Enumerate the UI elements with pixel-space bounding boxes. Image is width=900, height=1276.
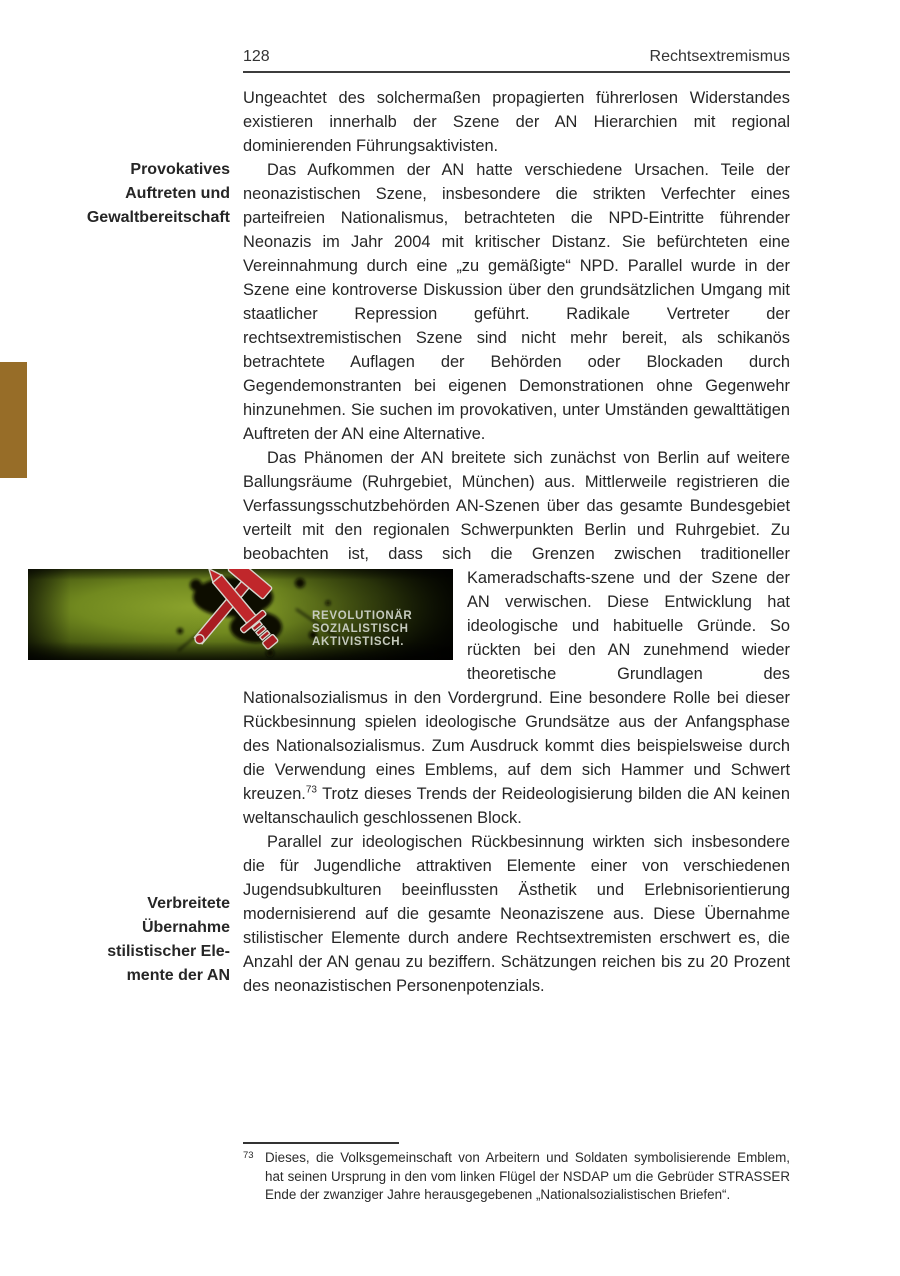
slogan-line: REVOLUTIONÄR [312,610,413,622]
margin-note-line: Übernahme [141,919,230,936]
margin-note-line: Verbreitete [147,895,230,912]
margin-note-line: stilistischer Ele- [107,943,230,960]
section-title: Rechtsextremismus [649,48,790,65]
margin-note-line: Auftreten und [125,185,230,202]
margin-note-line: Gewaltbereitschaft [86,209,230,226]
banner-slogan [312,609,412,648]
margin-note-uebernahme-stilistischer-elemente [30,892,230,988]
footnote-text: Dieses, die Volksgemeinschaft von Arbeitern und Soldaten symbolisierende Emblem, hat seinen Ursprung in den vom linken Flügel der NSDAP um die Gebrüder STRASSER Ende der zwanziger Jahre herausgegebenen „Nationalsozialistischen Briefen“. [265,1150,790,1202]
footnote-73 [243,1149,790,1205]
body-text-column [243,86,790,998]
paragraph-2: Das Aufkommen der AN hatte verschiedene Ursachen. Teile der neonazistischen Szene, insbesondere die strikten Verfechter eines parteifreien Nationalismus, betrachteten die NPD-Eintritte führender Neonazis im Jahr 2004 mit kritischer Distanz. Sie befürchteten eine Vereinnahmung durch eine „zu gemäßigte“ NPD. Parallel wurde in der Szene eine kontroverse Diskussion über den grundsätzlichen Umgang mit staatlicher Repression geführt. Radikale Vertreter der rechtsextremistischen Szene sind nicht mehr bereit, als schikanös betrachtete Auflagen der Behörden oder Blockaden durch Gegendemonstranten bei eigenen Demonstrationen ohne Gegenwehr hinzunehmen. Sie suchen im provokativen, unter Umständen gewalttätigen Auftreten der AN eine Alternative. [243,161,790,443]
paragraph-1: Ungeachtet des solchermaßen propagierten führerlosen Widerstandes existieren innerhalb der Szene der AN Hierarchien mit regional dominierenden Führungsaktivisten. [243,89,790,155]
banner-graphic [28,569,453,660]
paragraph-3-end: Trotz dieses Trends der Reideologisierung bilden die AN keinen weltanschaulich geschlossenen Block. [243,785,790,827]
slogan-line: SOZIALISTISCH [312,623,409,635]
chapter-side-tab [0,362,27,478]
page-number: 128 [243,48,270,65]
footnote-reference: 73 [305,784,317,796]
paragraph-3-after-image: szene und der Szene der AN verwischen. Diese Entwicklung hat ideologische und habituelle Gründe. So rückten bei den AN zunehmend wieder theoretische Grundlagen des Nationalsozialismus in den Vordergrund. Eine besondere Rolle bei dieser Rückbesinnung spielen ideologische Grundsätze aus der Anfangsphase des Nationalsozialismus. Zum Ausdruck kommt dies beispielsweise durch die Verwendung eines Emblems, auf dem sich Hammer und Schwert kreuzen. [243,569,790,803]
footnote-rule [243,1142,399,1144]
margin-note-line: mente der AN [126,967,230,984]
page-header [243,48,790,66]
footnote-marker: 73 [243,1150,254,1161]
footnote-block [243,1142,790,1205]
paragraph-4: Parallel zur ideologischen Rückbesinnung wirkten sich insbesondere die für Jugendliche attraktiven Elemente einer von verschiedenen Jugendsubkulturen beeinflussten Ästhetik und Erlebnisorientierung modernisierend auf die gesamte Neonaziszene aus. Diese Übernahme stilistischer Elemente durch andere Rechtsextremisten erschwert es, die Anzahl der AN genau zu beziffern. Schätzungen reichen bis zu 20 Prozent des neonazistischen Personenpotenzials. [243,833,790,995]
margin-note-line: Provokatives [130,161,230,178]
propaganda-banner-image [28,569,453,660]
slogan-line: AKTIVISTISCH. [312,636,405,648]
header-rule [243,71,790,73]
margin-note-provokatives-auftreten [30,158,230,230]
paragraph-3 [243,446,790,830]
paragraph-3-before-image: Das Phänomen der AN breitete sich zunächst von Berlin auf weitere Ballungsräume (Ruhrgebiet, München) aus. Mittlerweile registrieren die Verfassungsschutzbehörden AN-Szenen über das gesamte Bundesgebiet verteilt mit den regionalen Schwerpunkten Berlin und Ruhrgebiet. Zu beobachten ist, dass sich die Grenzen zwischen traditioneller Kameradschafts- [243,449,790,587]
